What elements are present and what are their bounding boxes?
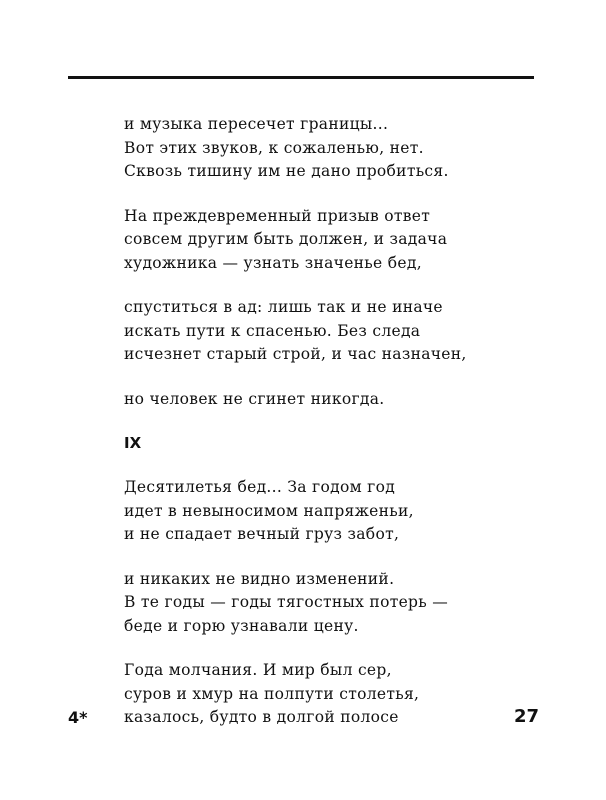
poem-line: беде и горю узнавали цену. bbox=[124, 616, 359, 635]
poem-line: но человек не сгинет никогда. bbox=[124, 389, 385, 408]
page-number: 27 bbox=[514, 706, 540, 727]
section-number: IX bbox=[124, 434, 142, 452]
poem-line: совсем другим быть должен, и задача bbox=[124, 230, 448, 248]
stanza-gap bbox=[124, 367, 544, 388]
poem-text bbox=[124, 113, 544, 730]
poem-line: Сквозь тишину им не дано пробиться. bbox=[124, 162, 449, 180]
poem-line: Вот этих звуков, к сожаленью, нет. bbox=[124, 138, 424, 157]
poem-line: спуститься в ад: лишь так и не иначе bbox=[124, 298, 443, 316]
stanza-gap bbox=[124, 638, 544, 659]
poem-line: и музыка пересечет границы... bbox=[124, 115, 389, 133]
poem-line: Десятилетья бед... За годом год bbox=[124, 478, 396, 496]
poem-line: и никаких не видно изменений. bbox=[124, 569, 395, 588]
poem-line: казалось, будто в долгой полосе bbox=[124, 708, 399, 726]
signature-mark: 4* bbox=[68, 708, 88, 727]
stanza-gap bbox=[124, 411, 544, 432]
poem-line: В те годы — годы тягостных потерь — bbox=[124, 593, 449, 611]
poem-line: искать пути к спасенью. Без следа bbox=[124, 321, 421, 340]
header-rule bbox=[68, 76, 534, 79]
stanza-gap bbox=[124, 455, 544, 476]
poem-line: идет в невыносимом напряженьи, bbox=[124, 501, 414, 520]
poem-line: На преждевременный призыв ответ bbox=[124, 206, 431, 225]
poem-line: Года молчания. И мир был сер, bbox=[124, 661, 392, 679]
poem-line: исчезнет старый строй, и час назначен, bbox=[124, 345, 467, 363]
poem-line: суров и хмур на полпути столетья, bbox=[124, 684, 420, 703]
stanza-gap bbox=[124, 547, 544, 568]
poem-line: и не спадает вечный груз забот, bbox=[124, 525, 400, 543]
stanza-gap bbox=[124, 275, 544, 296]
stanza-gap bbox=[124, 184, 544, 205]
poem-line: художника — узнать значенье бед, bbox=[124, 253, 422, 272]
